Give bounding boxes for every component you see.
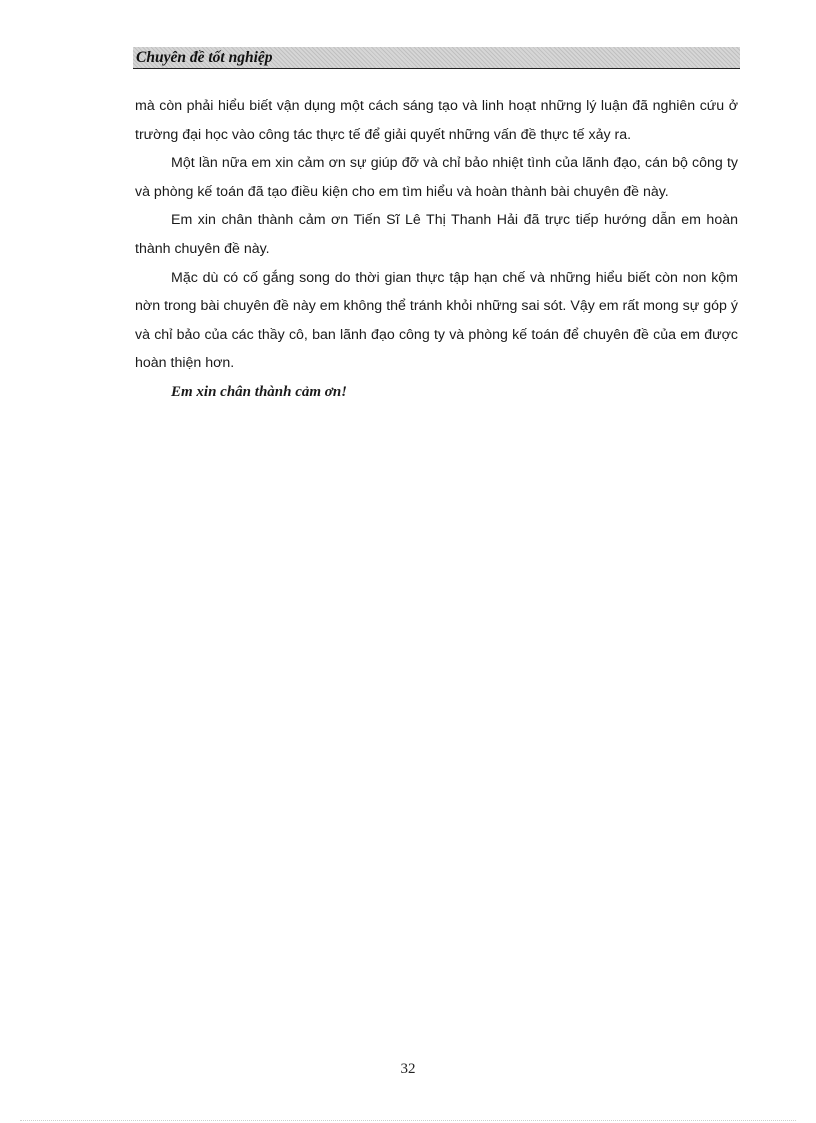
document-body — [135, 92, 738, 407]
body-paragraph: Một lần nữa em xin cảm ơn sự giúp đỡ và chỉ bảo nhiệt tình của lãnh đạo, cán bộ công ty và phòng kế toán đã tạo điều kiện cho em tìm hiểu và hoàn thành bài chuyên đề này. — [135, 155, 738, 200]
body-paragraph: Mặc dù có cố gắng song do thời gian thực tập hạn chế và những hiểu biết còn non kộm nờn trong bài chuyên đề này em không thể tránh khỏi những sai sót. Vậy em rất mong sự góp ý và chỉ bảo của các thầy cô, ban lãnh đạo công ty và phòng kế toán để chuyên đề của em được hoàn thiện hơn. — [135, 269, 738, 372]
body-paragraph: mà còn phải hiểu biết vận dụng một cách sáng tạo và linh hoạt những lý luận đã nghiên cứu ở trường đại học vào công tác thực tế để giải quyết những vấn đề thực tế xảy ra. — [135, 98, 738, 143]
page-bottom-divider — [20, 1120, 796, 1121]
header-title: Chuyên đề tốt nghiệp — [136, 49, 273, 66]
page-number: 32 — [400, 1061, 416, 1077]
body-paragraph: Em xin chân thành cảm ơn Tiến Sĩ Lê Thị Thanh Hải đã trực tiếp hướng dẫn em hoàn thành chuyên đề này. — [135, 212, 738, 257]
page-header — [133, 47, 740, 69]
closing-line: Em xin chân thành cảm ơn! — [171, 383, 348, 400]
